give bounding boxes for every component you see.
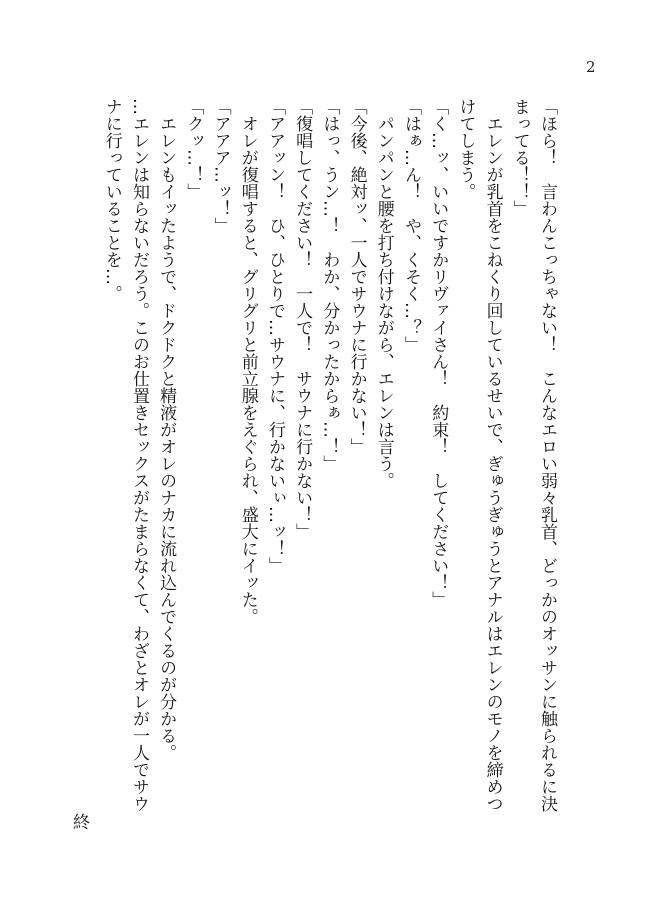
- text-line: 「復唱してください！ 一人で！ サウナに行かない！」: [292, 98, 313, 540]
- text-line: けてしまう。: [455, 98, 476, 200]
- text-line: オレが復唱すると、グリグリと前立腺をえぐられ、盛大にイッた。: [237, 98, 258, 625]
- text-line: 「はぁ…ん！ や、くそく…？」: [400, 98, 421, 353]
- text-line: パンパンと腰を打ち付けながら、エレンは言う。: [373, 98, 394, 489]
- text-line: 「クッ…！」: [183, 98, 204, 200]
- end-mark: 終: [73, 813, 90, 833]
- text-line: 「アアッン！ ひ、ひとりで…サウナに、行かないぃ…ッ！」: [264, 98, 285, 574]
- page-number: 2: [586, 58, 596, 76]
- text-line: ナに行っていることを…。: [101, 98, 122, 302]
- text-line: 「今後、絶対ッ、一人でサウナに行かない！」: [346, 98, 367, 455]
- body-text: [95, 98, 560, 838]
- text-line: まってる！！」: [509, 98, 530, 217]
- text-line: 「はっ、うン…！ わか、分かったからぁ…！」: [319, 98, 340, 472]
- text-line: エレンが乳首をこねくり回しているせいで、ぎゅうぎゅうとアナルはエレンのモノを締めつ: [482, 98, 503, 812]
- text-line: 「ほら！ 言わんこっちゃない！ こんなエロい弱々乳首、どっかのオッサンに触られるに決: [537, 98, 557, 812]
- text-line: 「く…ッ、いいですかリヴァイさん！ 約束！ してください！」: [428, 98, 449, 608]
- text-line: エレンもイッたようで、ドクドクと精液がオレのナカに流れ込んでくるのが分かる。: [156, 98, 177, 761]
- text-line: …エレンは知らないだろう。このお仕置きセックスがたまらなくて、わざとオレが一人でサウ: [128, 98, 149, 812]
- text-line: 「アアア…ッ！」: [210, 98, 231, 234]
